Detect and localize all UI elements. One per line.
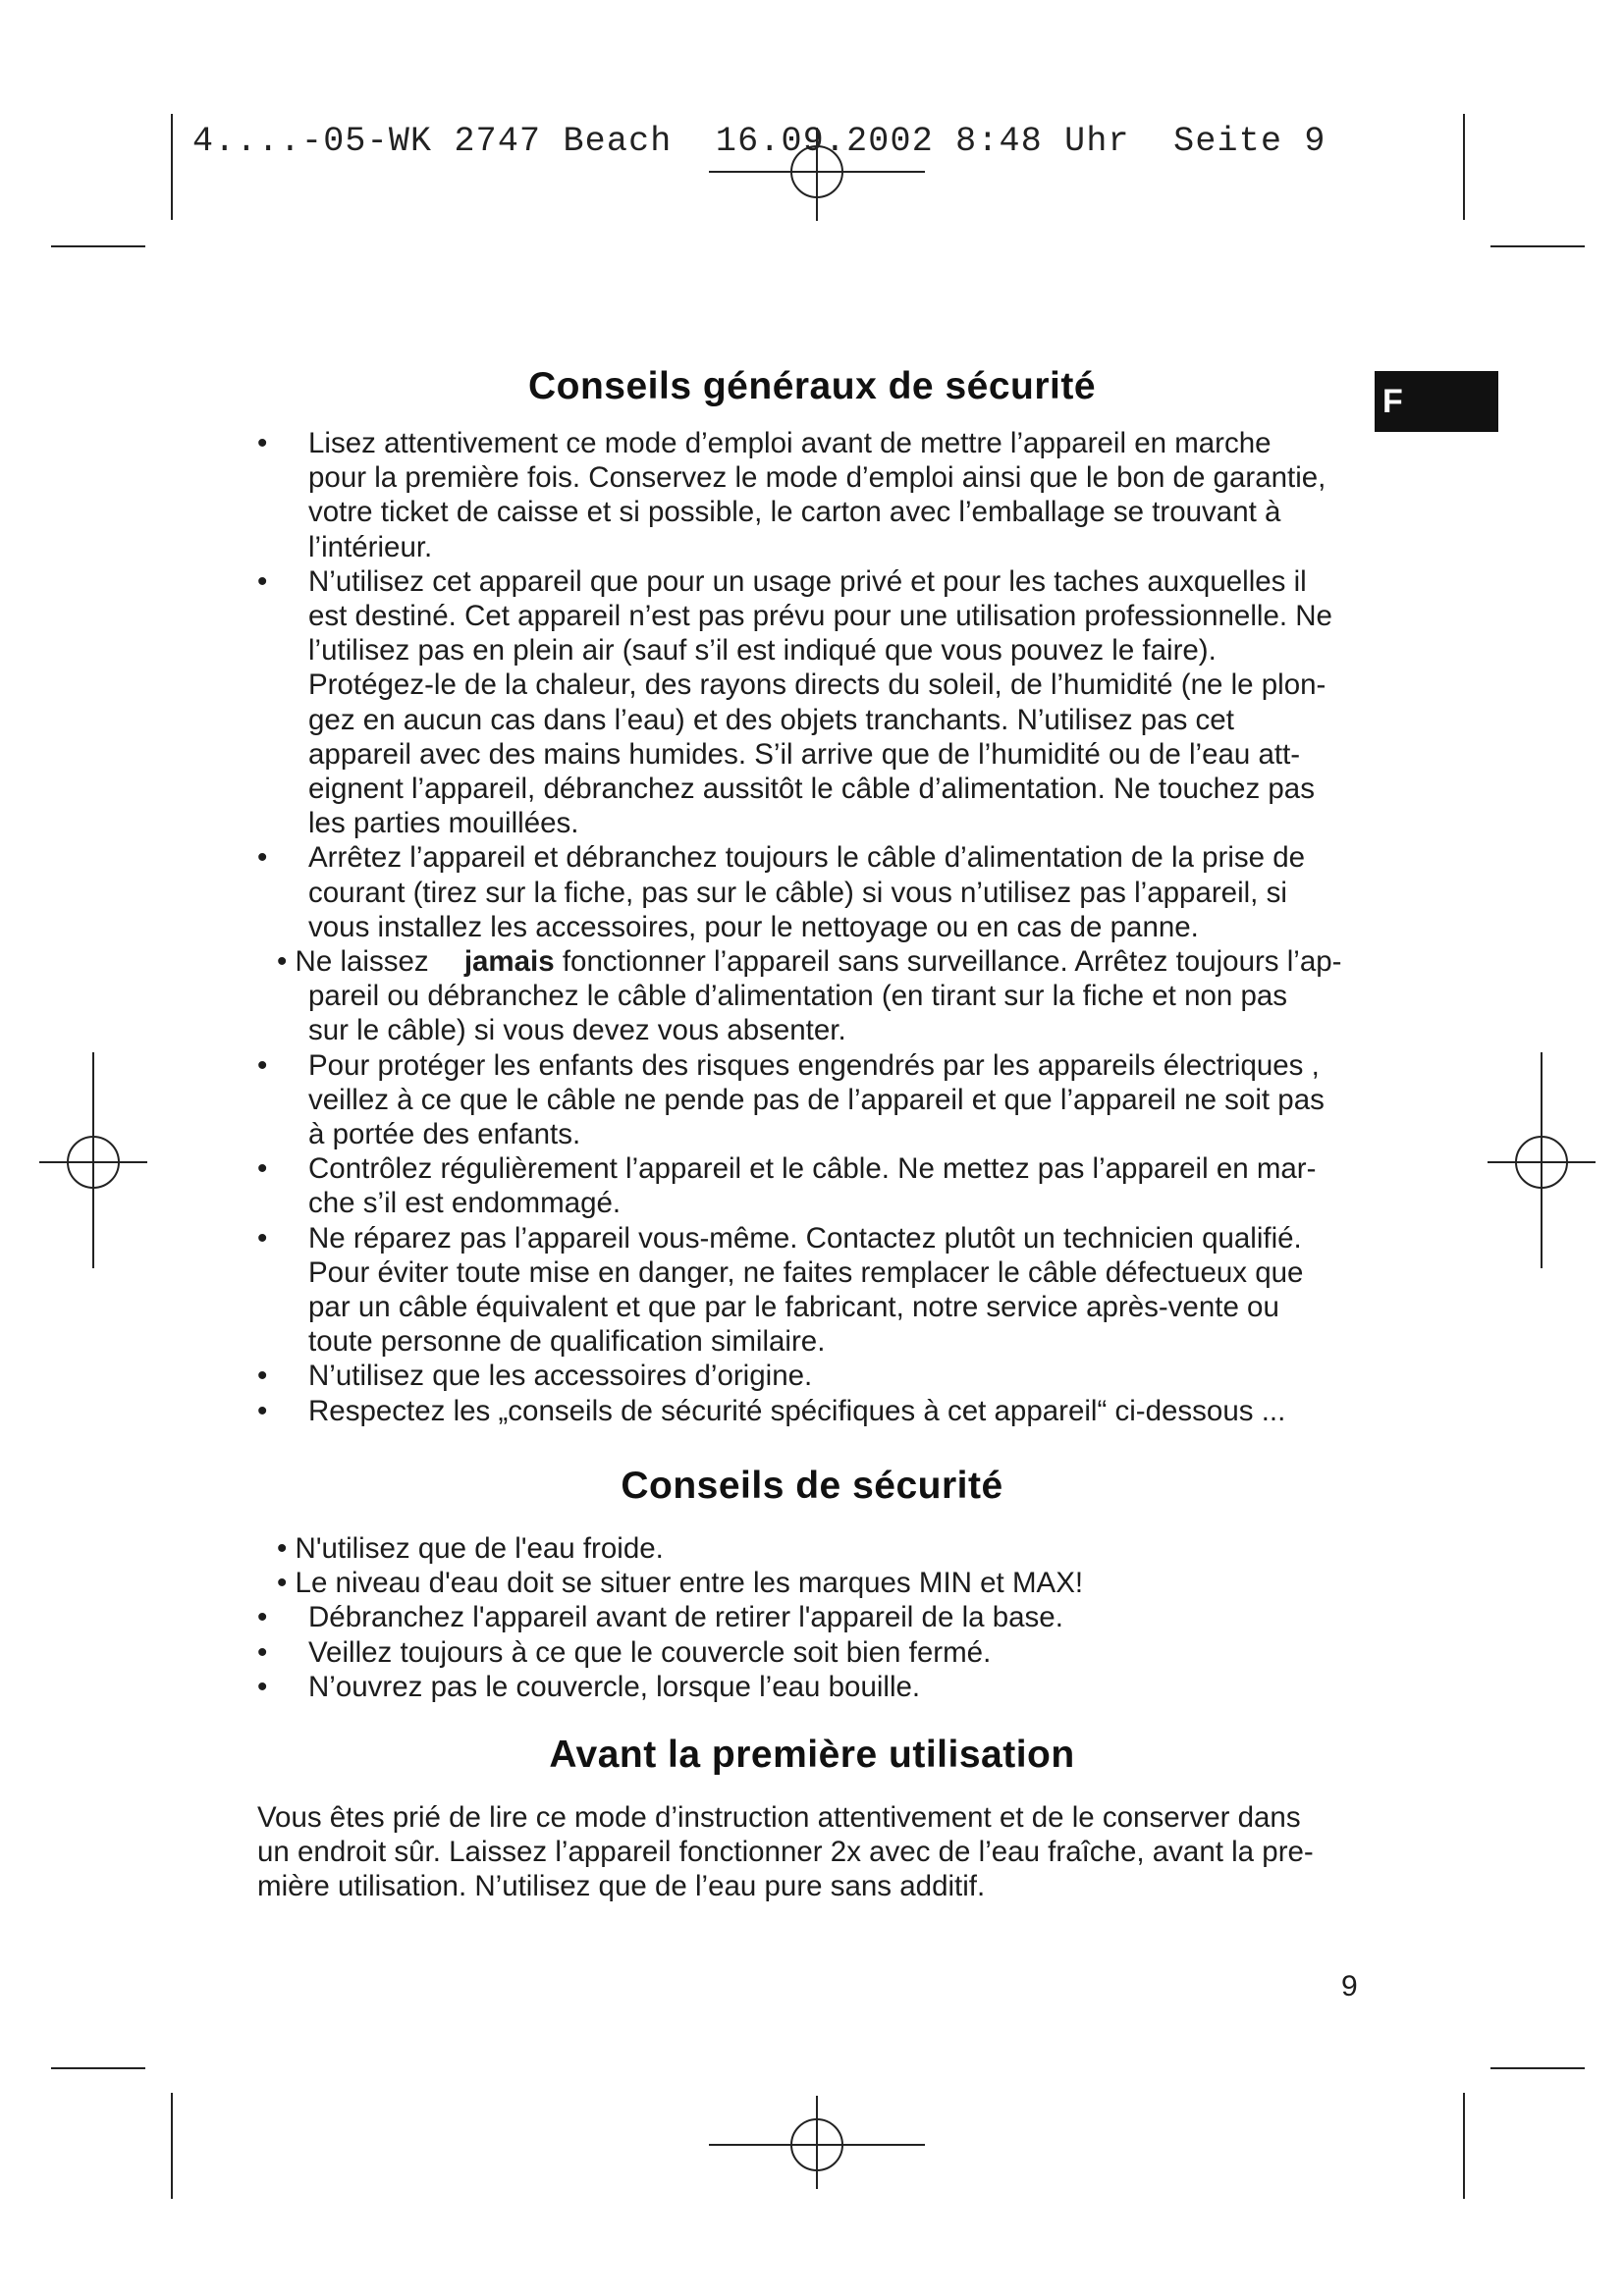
crop-mark-top-right-vertical: [1463, 114, 1465, 220]
bullet: •: [277, 1567, 288, 1600]
list-item: • Débranchez l'appareil avant de retirer l'appareil de la base.: [257, 1601, 1063, 1634]
list-item: • Respectez les „conseils de sécurité spécifiques à cet appareil“ ci-dessous ...: [257, 1394, 1286, 1427]
list-item: • Arrêtez l’appareil et débranchez toujours le câble d’alimentation de la prise de courant (tirez sur la fiche, pas sur le câble) si vous n’utilisez pas l’appareil, si vous installez les accessoires, pour le nettoyage ou en cas de panne.: [257, 841, 1306, 943]
section-title-general-safety: Conseils généraux de sécurité: [527, 365, 1097, 407]
bullet: •: [257, 1221, 268, 1255]
crop-mark-top-right-horizontal: [1490, 245, 1585, 247]
list-item: • Pour protéger les enfants des risques engendrés par les appareils électriques , veillez à ce que le câble ne pende pas de l’appareil et que l’appareil ne soit pas à portée des enfants.: [257, 1048, 1325, 1151]
section-title-first-use: Avant la première utilisation: [549, 1734, 1075, 1776]
bullet: •: [257, 1670, 268, 1703]
bullet: •: [257, 427, 268, 459]
registration-mark-top: [709, 118, 925, 226]
registration-mark-left: [39, 1052, 147, 1268]
crop-mark-bottom-right-vertical: [1463, 2093, 1465, 2199]
bullet: •: [277, 1532, 288, 1565]
list-item: • Ne laissez jamais fonctionner l’appareil sans surveillance. Arrêtez toujours l’ap- pareil ou débranchez le câble d’alimentation (en tirant sur la fiche et non pas sur le câble) si vous devez vous absenter.: [277, 945, 1342, 1047]
list-item: • Lisez attentivement ce mode d’emploi avant de mettre l’appareil en marche pour la première fois. Conservez le mode d’emploi ainsi que le bon de garantie, votre ticket de caisse et si possible, le carton avec l’emballage se trouvant à l’intérieur.: [257, 427, 1326, 563]
crop-mark-bottom-right-horizontal: [1490, 2067, 1585, 2069]
list-item: • N’ouvrez pas le couvercle, lorsque l’eau bouille.: [257, 1670, 921, 1703]
list-item: • Ne réparez pas l’appareil vous-même. Contactez plutôt un technicien qualifié. Pour éviter toute mise en danger, ne faites remplacer le câble défectueux que par un câble équivalent et que par le fabricant, notre service après-vente ou toute personne de qualification similaire.: [257, 1221, 1304, 1359]
bullet: •: [257, 1394, 268, 1427]
bullet: •: [257, 1360, 268, 1393]
list-item: • N'utilisez que de l'eau froide.: [277, 1532, 664, 1565]
bullet: •: [277, 945, 288, 979]
emphasis: jamais: [463, 945, 555, 979]
list-item: • Le niveau d'eau doit se situer entre les marques MIN et MAX!: [277, 1567, 1084, 1600]
list-item: • N’utilisez cet appareil que pour un usage privé et pour les taches auxquelles il est destiné. Cet appareil n’est pas prévu pour une utilisation professionnelle. Ne l’utilisez pas en plein air (sauf s’il est indiqué que vous pouvez le faire). Protégez-le de la chaleur, des rayons directs du soleil, de l’humidité (ne le plon- gez en aucun cas dans l’eau) et des objets tranchants. N’utilisez pas cet appareil avec des mains humides. S’il arrive que de l’humidité ou de l’eau att- eignent l’appareil, débranchez aussitôt le câble d’alimentation. Ne touchez pas les parties mouillées.: [257, 564, 1332, 840]
list-item: • Veillez toujours à ce que le couvercle soit bien fermé.: [257, 1635, 992, 1669]
bullet: •: [257, 1152, 268, 1186]
crop-mark-top-left-horizontal: [51, 245, 145, 247]
general-safety-list: [257, 426, 1367, 1428]
language-tab: F: [1375, 371, 1498, 432]
registration-mark-right: [1488, 1052, 1596, 1268]
bullet: •: [257, 841, 268, 875]
registration-mark-bottom: [709, 2091, 925, 2199]
first-use-paragraph: Vous êtes prié de lire ce mode d’instruction attentivement et de le conserver dans un endroit sûr. Laissez l’appareil fonctionner 2x avec de l’eau fraîche, avant la pre- mière utilisation. N’utilisez que de l’eau pure sans additif.: [257, 1801, 1314, 1903]
print-slug: 4....-05-WK 2747 Beach 16.09.2002 8:48 Uhr Seite 9: [192, 122, 1326, 161]
list-item: • N’utilisez que les accessoires d’origine.: [257, 1360, 813, 1393]
bullet: •: [257, 1635, 268, 1669]
crop-mark-top-left-vertical: [171, 114, 173, 220]
list-item: • Contrôlez régulièrement l’appareil et le câble. Ne mettez pas l’appareil en mar- che s’il est endommagé.: [257, 1152, 1317, 1220]
bullet: •: [257, 564, 268, 598]
page-number: 9: [1341, 1970, 1358, 2002]
bullet: •: [257, 1048, 268, 1082]
section-title-safety: Conseils de sécurité: [621, 1465, 1003, 1507]
crop-mark-bottom-left-vertical: [171, 2093, 173, 2199]
bullet: •: [257, 1601, 268, 1634]
crop-mark-bottom-left-horizontal: [51, 2067, 145, 2069]
safety-list: [257, 1531, 1367, 1704]
